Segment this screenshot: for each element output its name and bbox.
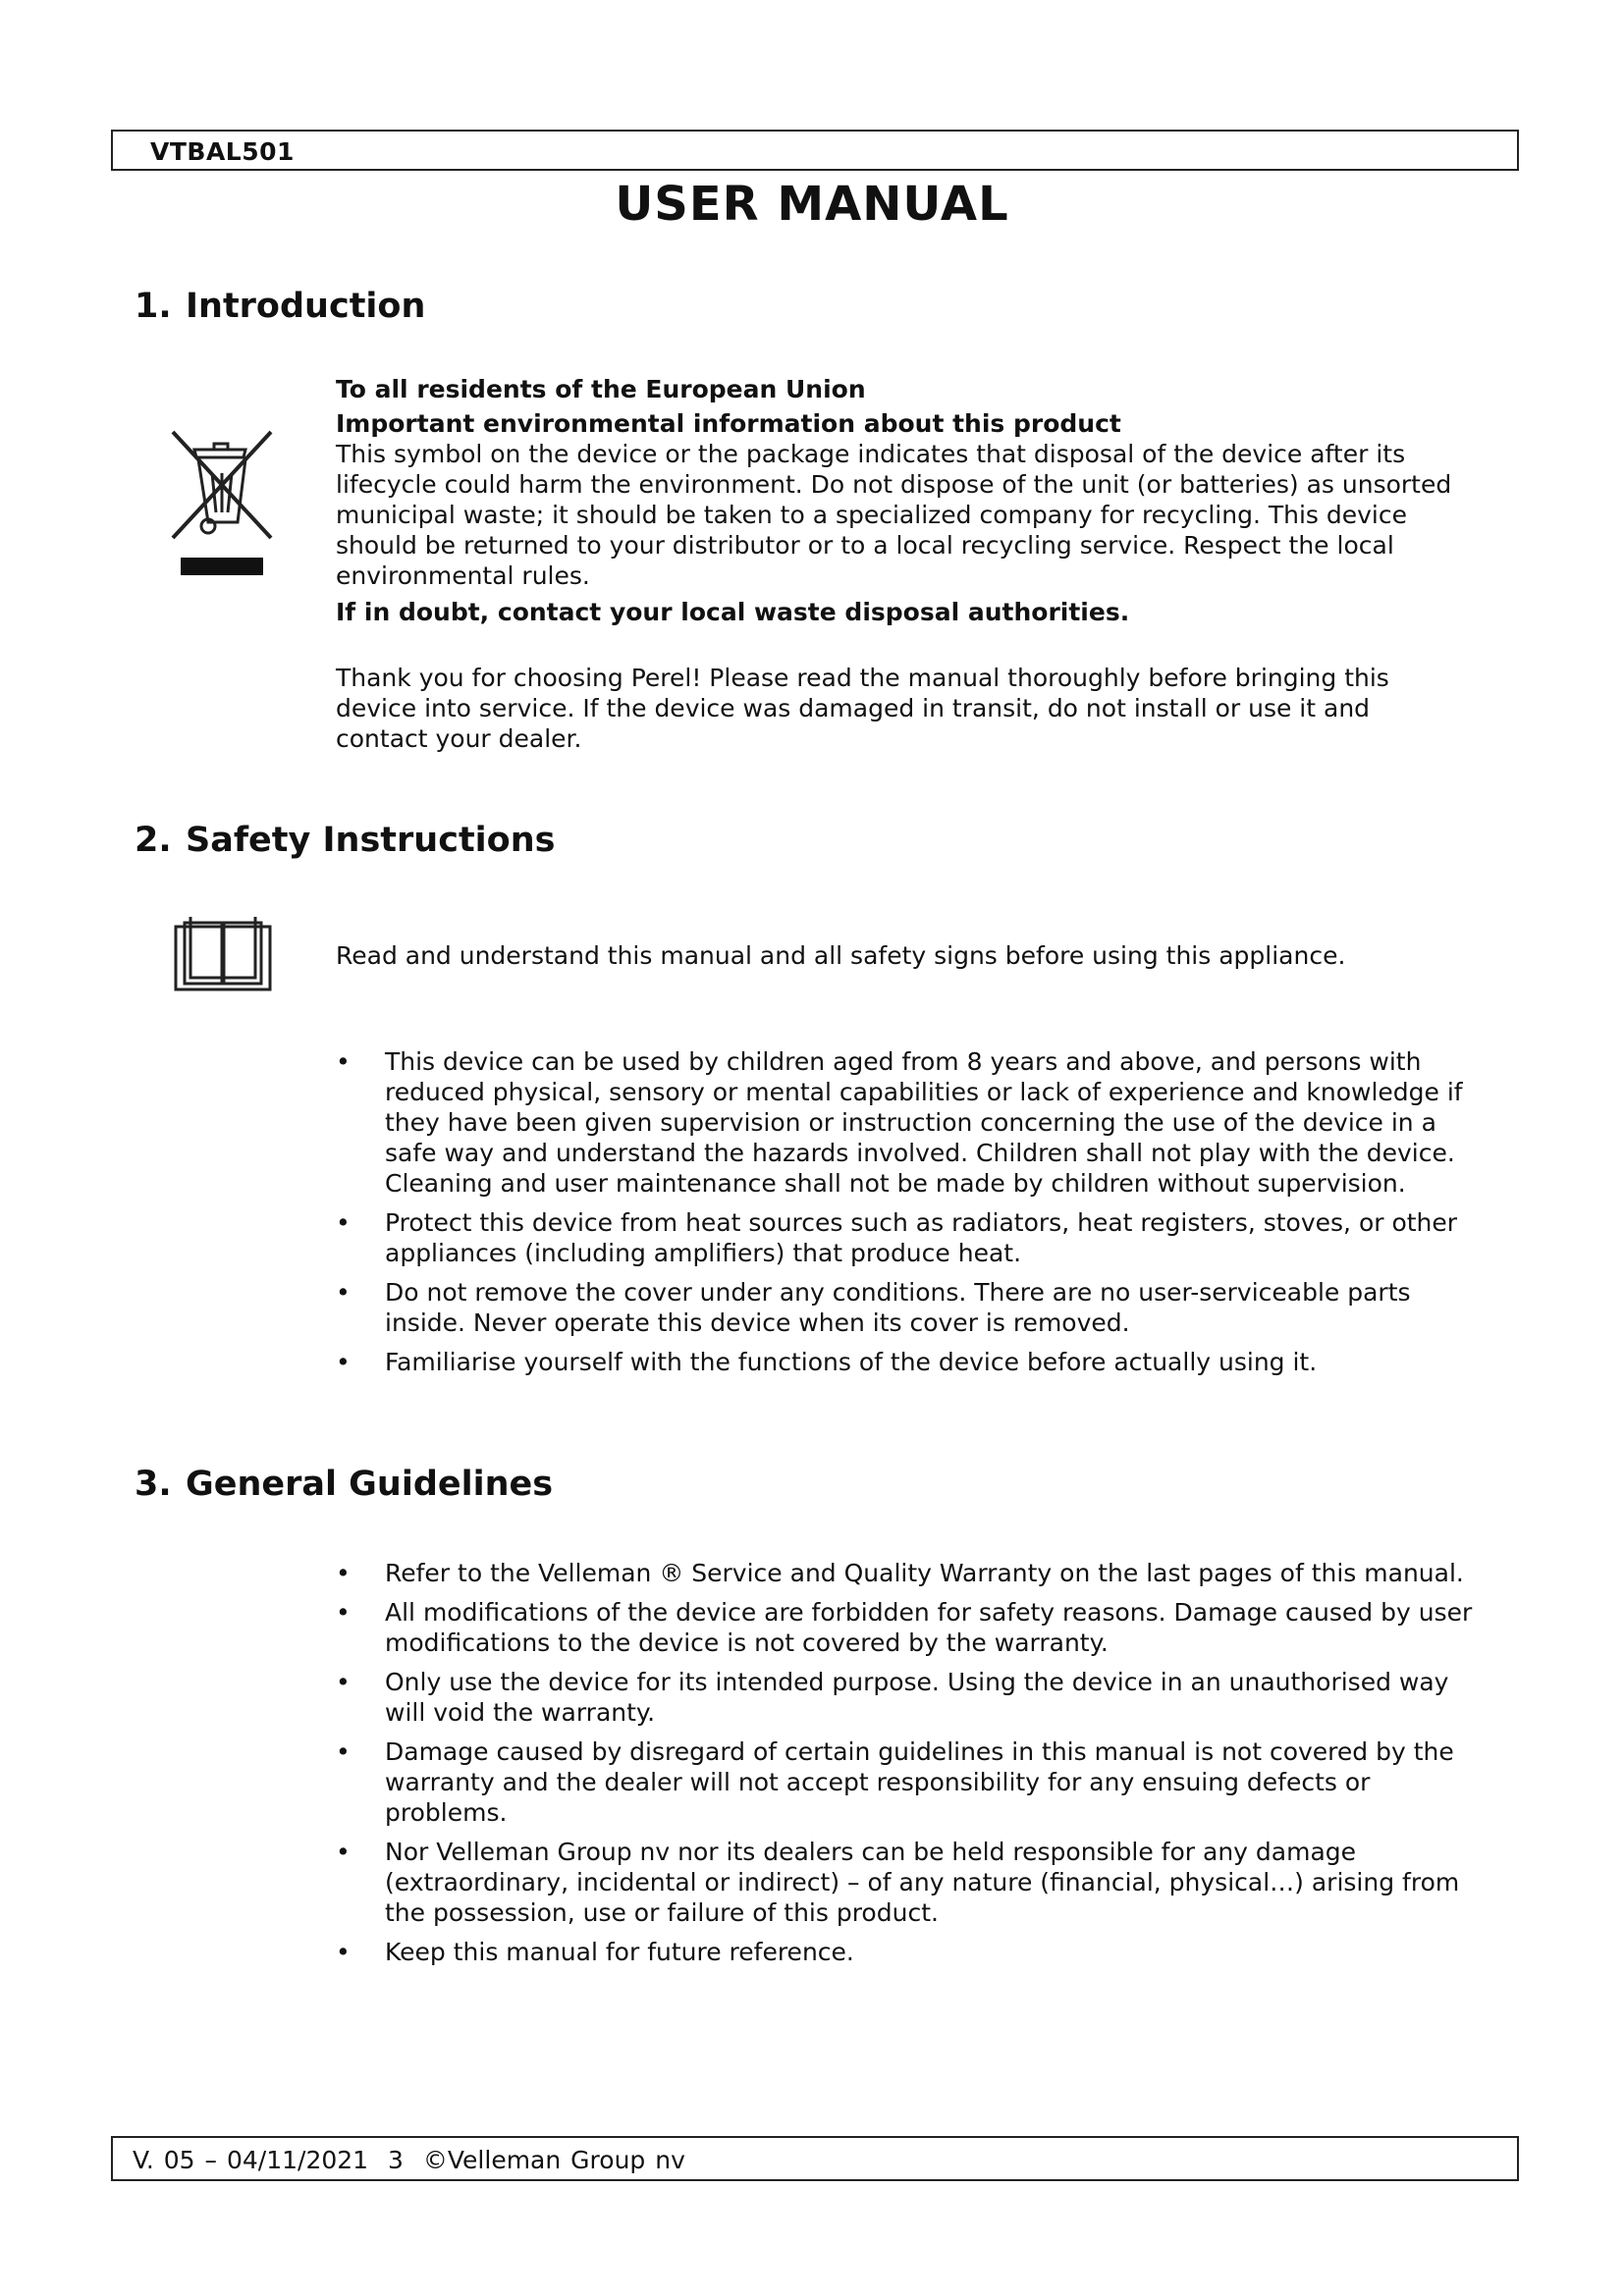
bullet-icon: • <box>336 1278 351 1307</box>
list-item: • All modifications of the device are forbidden for safety reasons. Damage caused by user modifications to the device is not covered by the warranty. <box>336 1598 1473 1657</box>
read-manual-text: Read and understand this manual and all safety signs before using this appliance. <box>336 941 1346 970</box>
list-item: • Damage caused by disregard of certain guidelines in this manual is not covered by the warranty and the dealer will not accept responsibility for any ensuing defects or problems. <box>336 1737 1454 1827</box>
header-bar <box>111 130 1519 171</box>
bullet-icon: • <box>336 1737 351 1766</box>
safety-bullet-list <box>336 1046 1475 1386</box>
section-introduction-heading <box>135 287 425 326</box>
section-number: 2. <box>135 821 172 860</box>
disposal-doubt-text: If in doubt, contact your local waste disposal authorities. <box>336 598 1130 626</box>
section-title: Introduction <box>186 287 426 326</box>
section-title: Safety Instructions <box>186 821 556 860</box>
page-title: USER MANUAL <box>615 177 1009 232</box>
introduction-body <box>336 374 1494 754</box>
list-item: • Do not remove the cover under any conditions. There are no user-serviceable parts inside. Never operate this device when its cover is removed. <box>336 1278 1411 1337</box>
bullet-icon: • <box>336 1938 351 1966</box>
guidelines-bullet-list <box>336 1558 1475 1976</box>
bullet-icon: • <box>336 1208 351 1237</box>
list-item: • Protect this device from heat sources such as radiators, heat registers, stoves, or other appliances (including amplifiers) that produce heat. <box>336 1208 1458 1267</box>
list-item: • Familiarise yourself with the functions of the device before actually using it. <box>336 1348 1318 1376</box>
environmental-info-heading: Important environmental information about this product <box>336 409 1121 438</box>
bullet-icon: • <box>336 1348 351 1376</box>
section-number: 1. <box>135 287 172 326</box>
section-number: 3. <box>135 1465 172 1504</box>
bullet-icon: • <box>336 1598 351 1627</box>
footer-copyright: ©Velleman Group nv <box>422 2146 685 2174</box>
footer-page-number: 3 <box>388 2146 404 2174</box>
section-guidelines-heading <box>135 1465 553 1504</box>
section-safety-heading <box>135 821 555 860</box>
crossed-out-wheelie-bin-icon <box>165 428 279 587</box>
model-code: VTBAL501 <box>150 137 295 166</box>
footer-bar <box>111 2136 1519 2181</box>
open-book-icon <box>173 913 273 997</box>
section-title: General Guidelines <box>186 1465 554 1504</box>
bullet-icon: • <box>336 1047 351 1076</box>
list-item: • Keep this manual for future reference. <box>336 1938 854 1966</box>
eu-residents-heading: To all residents of the European Union <box>336 375 866 403</box>
bullet-icon: • <box>336 1559 351 1587</box>
list-item: • Refer to the Velleman ® Service and Quality Warranty on the last pages of this manual. <box>336 1559 1464 1587</box>
footer-version: V. 05 – 04/11/2021 <box>133 2146 369 2174</box>
environmental-info-text: This symbol on the device or the package indicates that disposal of the device after its lifecycle could harm the environment. Do not dispose of the unit (or batteries) as unsorted municipal waste; it should be taken to a specialized company for recycling. This device should be returned to your distributor or to a local recycling service. Respect the local environmental rules. <box>336 440 1452 590</box>
list-item: • Only use the device for its intended purpose. Using the device in an unauthorised way will void the warranty. <box>336 1668 1449 1727</box>
list-item: • Nor Velleman Group nv nor its dealers can be held responsible for any damage (extraordinary, incidental or indirect) – of any nature (financial, physical…) arising from the possession, use or failure of this product. <box>336 1838 1460 1927</box>
list-item: • This device can be used by children aged from 8 years and above, and persons with reduced physical, sensory or mental capabilities or lack of experience and knowledge if they have been given supervision or instruction concerning the use of the device in a safe way and understand the hazards involved. Children shall not play with the device. Cleaning and user maintenance shall not be made by children without supervision. <box>336 1047 1463 1198</box>
bullet-icon: • <box>336 1838 351 1866</box>
thank-you-text: Thank you for choosing Perel! Please read the manual thoroughly before bringing this device into service. If the device was damaged in transit, do not install or use it and contact your dealer. <box>336 664 1389 753</box>
footer-text <box>133 2146 695 2174</box>
bullet-icon: • <box>336 1668 351 1696</box>
